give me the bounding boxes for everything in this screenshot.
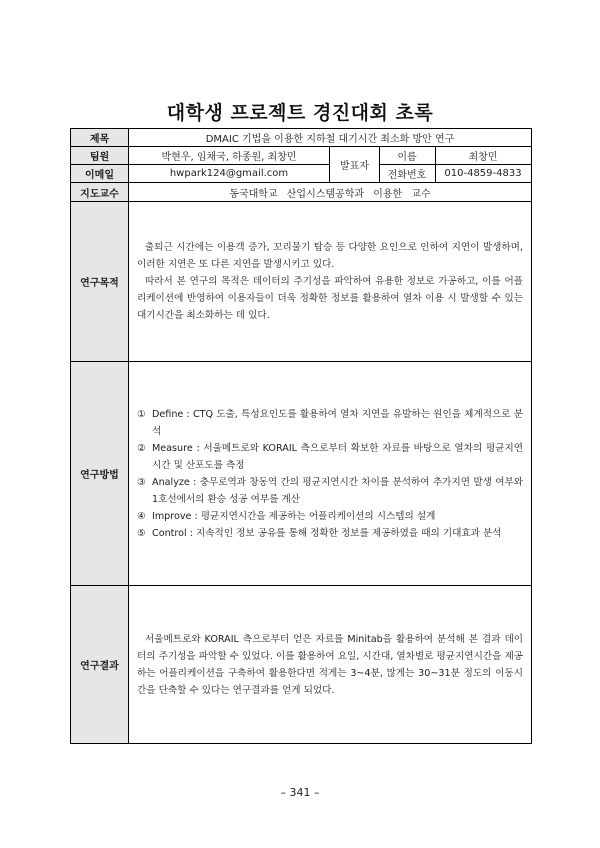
method-item-text: Measure : 서울메트로와 KORAIL 측으로부터 확보한 자료를 바탕으로 열차의 평균지연시간 및 산포도를 측정	[152, 442, 523, 471]
purpose-label: 연구목적	[71, 202, 129, 361]
page-title: 대학생 프로젝트 경진대회 초록	[166, 102, 434, 124]
result-section	[71, 585, 531, 743]
result-paragraph: 서울메트로와 KORAIL 측으로부터 얻은 자료를 Minitab을 활용하여 분석해 본 결과 데이터의 주기성을 파악할 수 있었다. 이를 활용하여 요일, 시간대, 열차별로 평균지연시간을 제공하는 어플리케이션을 구축하여 활용한다면 적게는 3~4분, 많게는 30~31분 정도의 이동시간을 단축할 수 있다는 연구결과를 얻게 되었다.	[137, 633, 523, 696]
abstract-table	[70, 128, 532, 744]
presenter-name: 최창민	[468, 152, 498, 163]
method-item-number: ④	[137, 510, 146, 522]
result-label: 연구결과	[71, 586, 129, 743]
method-item	[137, 525, 523, 542]
team-label: 팀원	[71, 147, 129, 164]
purpose-section	[71, 201, 531, 361]
team-value: 박현우, 임채국, 하종원, 최창민	[161, 152, 297, 163]
method-item-text: Control : 지속적인 정보 공유를 통해 정확한 정보를 제공하였을 때의 기대효과 분석	[152, 527, 502, 539]
presenter-name-label: 이름	[397, 152, 417, 163]
presenter-label: 발표자	[330, 147, 379, 182]
advisor-row	[71, 182, 531, 201]
subject-label: 제목	[71, 129, 129, 146]
result-body	[137, 586, 523, 743]
subject-value: DMAIC 기법을 이용한 지하철 대기시간 최소화 방안 연구	[205, 134, 455, 145]
method-item	[137, 508, 523, 525]
method-item-number: ①	[137, 408, 146, 420]
email-label: 이메일	[71, 165, 129, 182]
method-item-number: ③	[137, 476, 146, 488]
advisor-label: 지도교수	[71, 183, 129, 201]
email-row	[71, 164, 531, 182]
email-value: hwpark124@gmail.com	[169, 168, 289, 179]
method-item-number: ⑤	[137, 527, 146, 539]
method-item	[137, 406, 523, 440]
purpose-paragraph: 따라서 본 연구의 목적은 데이터의 주기성을 파악하여 유용한 정보로 가공하고, 이를 어플리케이션에 반영하여 이용자들이 더욱 정확한 정보를 활용하여 열차 이용 시 발생할 수 있는 대기시간을 최소화하는 데 있다.	[137, 276, 523, 321]
method-item-text: Analyze : 충무로역과 창동역 간의 평균지연시간 차이를 분석하여 추가지연 발생 여부와 1호선에서의 환승 성공 여부를 계산	[152, 476, 523, 505]
presenter-phone: 010-4859-4833	[444, 168, 522, 179]
advisor-value: 동국대학교 산업시스템공학과 이용한 교수	[229, 188, 431, 200]
method-section	[71, 361, 531, 585]
purpose-body	[137, 202, 523, 361]
method-item-number: ②	[137, 442, 146, 454]
method-item-text: Define : CTQ 도출, 특성요인도를 활용하여 열차 지연을 유발하는 원인을 체계적으로 분석	[152, 408, 523, 437]
method-item	[137, 440, 523, 474]
subject-row	[71, 129, 531, 146]
method-item-text: Improve : 평균지연시간을 제공하는 어플리케이션의 시스템의 설계	[152, 510, 436, 522]
method-label: 연구방법	[71, 362, 129, 585]
team-row	[71, 146, 531, 164]
presenter-phone-label: 전화번호	[387, 170, 427, 181]
method-item	[137, 474, 523, 508]
purpose-paragraph: 출퇴근 시간에는 이용객 증가, 꼬리물기 탑승 등 다양한 요인으로 인하여 지연이 발생하며, 이러한 지연은 또 다른 지연을 발생시키고 있다.	[137, 242, 523, 270]
page-number: – 341 –	[280, 786, 320, 799]
method-list	[137, 406, 523, 542]
method-body	[137, 362, 523, 585]
